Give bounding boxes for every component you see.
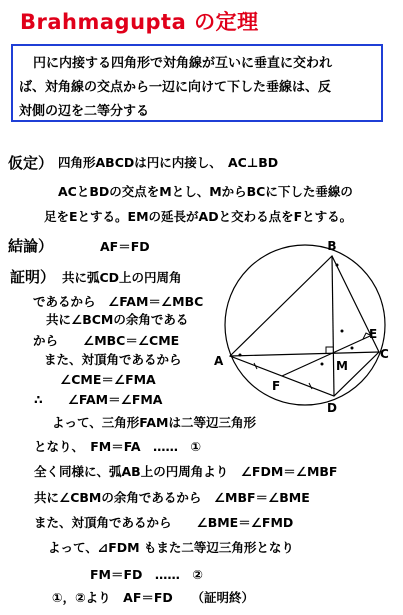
label-a: A	[214, 354, 224, 368]
label-e: E	[369, 327, 378, 341]
proof-line-5: また、対頂角であるから	[44, 352, 182, 367]
proof-line-14: FM＝FD …… ②	[90, 567, 203, 582]
proof-line-13: よって、⊿FDM もまた二等辺三角形となり	[48, 540, 294, 555]
proof-line-15: ①，②より AF＝FD （証明終）	[52, 590, 255, 605]
proof-line-2: であるから ∠FAM＝∠MBC	[33, 294, 204, 309]
assumption-line-1: 四角形ABCDは円に内接し、 AC⊥BD	[58, 155, 279, 170]
proof-line-6: ∠CME＝∠FMA	[60, 372, 156, 387]
conclusion-heading: 結論）	[8, 237, 54, 255]
diagonal-ac	[230, 352, 379, 356]
theorem-line-3: 対側の辺を二等分する	[19, 104, 150, 119]
assumption-line-3: 足をEとする。EMの延長がADと交わる点をFとする。	[44, 209, 353, 224]
label-b: B	[327, 239, 337, 253]
page-title: Brahmagupta の定理	[20, 10, 259, 34]
proof-line-7: ∴ ∠FAM＝∠FMA	[34, 392, 163, 407]
proof-line-9: となり、 FM＝FA …… ①	[34, 439, 202, 454]
angle-dot-b	[336, 264, 339, 267]
proof-heading: 証明）	[10, 268, 56, 286]
diagonal-bd	[332, 256, 334, 396]
angle-dot-m2	[321, 363, 324, 366]
proof-line-12: また、対頂角であるから ∠BME＝∠FMD	[34, 515, 294, 530]
conclusion-text: AF＝FD	[100, 239, 150, 254]
proof-line-10: 全く同様に、弧AB上の円周角より ∠FDM＝∠MBF	[34, 464, 338, 479]
quadrilateral-abcd	[230, 256, 379, 396]
label-d: D	[327, 401, 337, 415]
angle-dot-m1	[351, 347, 354, 350]
angle-dot-m3	[341, 330, 344, 333]
circumcircle	[225, 245, 385, 405]
label-c: C	[380, 347, 389, 361]
proof-line-3: 共に∠BCMの余角である	[46, 312, 189, 327]
proof-line-8: よって、三角形FAMは二等辺三角形	[52, 415, 256, 430]
proof-line-11: 共に∠CBMの余角であるから ∠MBF＝∠BME	[34, 490, 310, 505]
label-f: F	[272, 379, 281, 393]
assumption-line-2: ACとBDの交点をMとし、MからBCに下した垂線の	[58, 184, 353, 199]
label-m: M	[336, 359, 348, 373]
proof-line-1: 共に弧CD上の円周角	[62, 270, 182, 285]
proof-line-4: から ∠MBC＝∠CME	[33, 333, 180, 348]
theorem-line-1: 円に内接する四角形で対角線が互いに垂直に交われ	[33, 56, 333, 71]
assumption-heading: 仮定）	[8, 154, 54, 172]
line-ef	[282, 336, 370, 376]
theorem-line-2: ば、対角線の交点から一辺に向けて下した垂線は、反	[19, 80, 332, 95]
angle-dot-a	[239, 354, 242, 357]
